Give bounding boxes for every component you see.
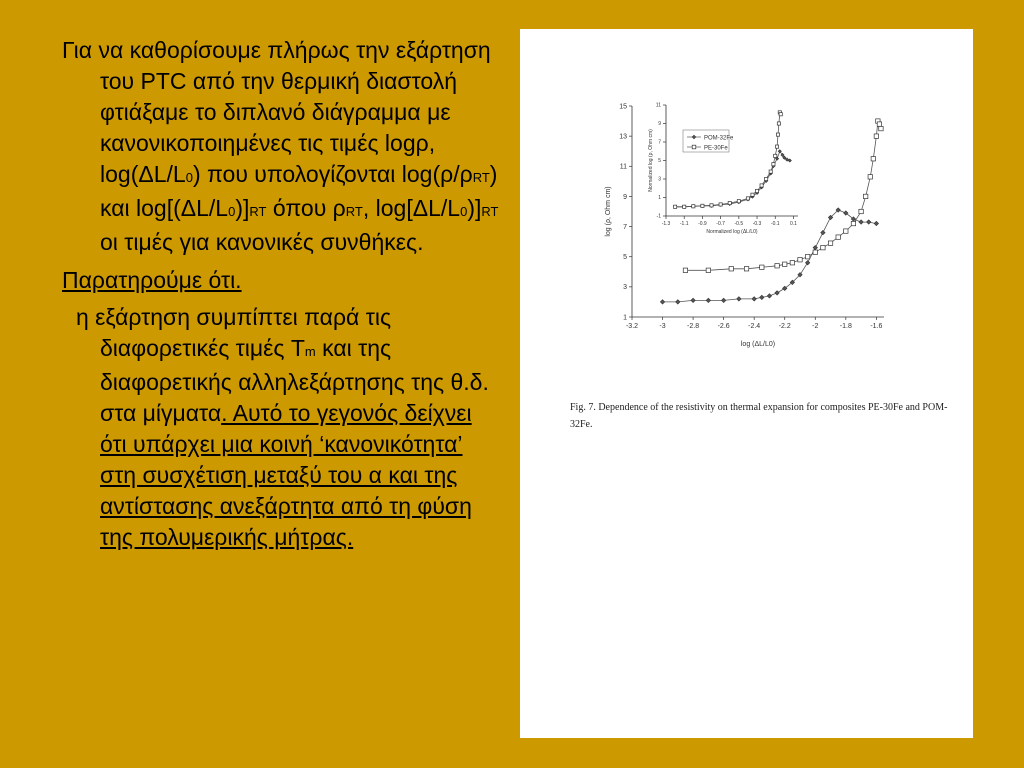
- main-data-point: [859, 209, 863, 213]
- intro-text: όπου ρ: [266, 195, 346, 221]
- main-data-point: [874, 134, 878, 138]
- main-data-point: [805, 261, 809, 265]
- main-x-tick-label: -1.6: [870, 323, 883, 330]
- slide-text: [62, 35, 502, 553]
- main-data-point: [805, 255, 809, 259]
- main-data-point: [813, 250, 817, 254]
- main-data-point: [760, 295, 764, 299]
- inset-plot: [648, 103, 798, 235]
- main-x-tick-label: -2.6: [717, 323, 730, 330]
- main-data-point: [752, 297, 756, 301]
- inset-data-point: [737, 200, 740, 203]
- main-y-tick-label: 5: [623, 254, 627, 262]
- main-data-point: [676, 300, 680, 304]
- inset-series-line: [675, 151, 790, 207]
- inset-y-tick-label: 1: [658, 195, 661, 202]
- main-data-point: [844, 229, 848, 233]
- intro-text: ) που υπολογίζονται log(ρ/ρ: [192, 161, 473, 187]
- main-data-point: [729, 267, 733, 271]
- main-x-tick-label: -3.2: [625, 323, 639, 330]
- main-data-point: [775, 264, 779, 268]
- inset-data-point: [755, 189, 758, 192]
- inset-y-tick-label: 5: [658, 158, 661, 165]
- main-x-tick-label: -2.4: [748, 323, 761, 330]
- inset-x-tick-label: -0.7: [716, 221, 725, 227]
- main-data-point: [790, 261, 794, 265]
- inset-data-point: [701, 204, 704, 207]
- inset-x-tick-label: -0.5: [734, 221, 744, 227]
- main-data-point: [744, 267, 748, 271]
- main-data-point: [836, 235, 840, 239]
- inset-x-tick-label: 0.1: [789, 221, 797, 227]
- inset-x-tick-label: -0.3: [752, 221, 762, 227]
- observation-text: και της διαφορετικής αλληλεξάρτησης της θ.δ. στα μίγματα: [100, 335, 489, 426]
- inset-y-tick-label: 9: [658, 121, 661, 128]
- main-data-point: [871, 157, 875, 161]
- main-data-point: [721, 298, 725, 302]
- inset-data-point: [777, 122, 780, 125]
- main-y-axis-title: log (ρ, Ohm cm): [605, 186, 612, 237]
- inset-x-tick-label: -0.9: [698, 221, 707, 227]
- inset-data-point: [683, 205, 686, 208]
- main-data-point: [798, 258, 802, 262]
- observation-heading: Παρατηρούμε ότι.: [62, 267, 242, 293]
- main-data-point: [683, 268, 687, 272]
- subscript: m: [304, 344, 316, 359]
- main-y-tick-label: 13: [619, 133, 627, 141]
- main-data-point: [863, 194, 867, 198]
- main-y-tick-label: 15: [619, 103, 627, 111]
- intro-text: )]: [467, 195, 482, 221]
- inset-data-point: [775, 145, 778, 148]
- intro-text: , log[ΔL/L: [362, 195, 461, 221]
- main-data-point: [879, 126, 883, 130]
- main-x-tick-label: -2.2: [778, 323, 791, 330]
- inset-data-point: [746, 197, 749, 200]
- inset-data-point: [765, 177, 768, 180]
- intro-text: ) και log[(ΔL/L: [100, 161, 498, 221]
- figure-panel: [520, 29, 973, 738]
- main-series-line: [663, 210, 877, 302]
- inset-y-tick-label: -1: [656, 213, 661, 220]
- inset-data-point: [779, 113, 782, 116]
- subscript: RT: [481, 204, 499, 219]
- main-data-point: [660, 300, 664, 304]
- subscript: 0: [460, 204, 468, 219]
- main-y-tick-label: 11: [619, 163, 627, 171]
- main-data-point: [851, 221, 855, 225]
- inset-y-tick-label: 3: [658, 176, 661, 183]
- subscript: RT: [249, 204, 267, 219]
- intro-text: οι τιμές για κανονικές συνθήκες.: [100, 229, 424, 255]
- main-data-point: [706, 268, 710, 272]
- subscript: 0: [228, 204, 236, 219]
- main-data-point: [877, 122, 881, 126]
- observation-conclusion: . Αυτό το γεγονός δείχνει ότι υπάρχει μια κοινή ‘κανονικότητα’ στη συσχέτιση μεταξύ του α και της αντίστασης ανεξάρτητα από τη φύση της πολυμερικής μήτρας.: [100, 400, 472, 550]
- subscript: 0: [185, 170, 193, 185]
- main-y-tick-label: 3: [623, 284, 627, 292]
- main-data-point: [767, 294, 771, 298]
- inset-legend-label: POM-32Fe: [704, 135, 734, 142]
- inset-data-point: [710, 204, 713, 207]
- main-data-point: [821, 245, 825, 249]
- main-data-point: [821, 230, 825, 234]
- inset-y-tick-label: 7: [658, 139, 661, 146]
- main-plot: [605, 103, 884, 348]
- intro-text: )]: [235, 195, 250, 221]
- inset-data-point: [774, 154, 777, 157]
- main-data-point: [760, 265, 764, 269]
- subscript: RT: [472, 170, 490, 185]
- main-data-point: [813, 245, 817, 249]
- main-data-point: [691, 298, 695, 302]
- main-y-tick-label: 7: [623, 223, 627, 231]
- inset-data-point: [769, 170, 772, 173]
- inset-data-point: [674, 205, 677, 208]
- main-y-tick-label: 1: [623, 314, 627, 322]
- main-data-point: [737, 297, 741, 301]
- inset-x-axis-title: Normalized log (ΔL/L0): [706, 229, 758, 235]
- inset-y-tick-label: 11: [655, 102, 661, 109]
- inset-x-tick-label: -1.1: [679, 221, 689, 227]
- main-data-point: [706, 298, 710, 302]
- main-y-tick-label: 9: [623, 193, 627, 201]
- main-x-tick-label: -2: [812, 323, 819, 330]
- inset-legend-marker: [692, 145, 696, 149]
- main-data-point: [867, 220, 871, 224]
- inset-series-line: [675, 112, 781, 206]
- inset-data-point: [772, 163, 775, 166]
- inset-data-point: [692, 205, 695, 208]
- main-x-axis-title: log (ΔL/L0): [740, 341, 776, 348]
- observation-text: η εξάρτηση συμπίπτει παρά τις διαφορετικές τιμές T: [76, 304, 392, 361]
- inset-data-point: [728, 201, 731, 204]
- resistivity-chart: [520, 29, 973, 738]
- intro-text: Για να καθορίσουμε πλήρως την εξάρτηση του PTC από την θερμική διαστολή φτιάξαμε το διπλανό διάγραμμα με κανονικοποιημένες τις τιμές logρ, log(ΔL/L: [62, 37, 491, 187]
- main-data-point: [859, 220, 863, 224]
- paragraph-observation: [62, 302, 502, 553]
- inset-x-tick-label: -0.1: [770, 221, 780, 227]
- main-data-point: [828, 241, 832, 245]
- figure-caption: Fig. 7. Dependence of the resistivity on thermal expansion for composites PE-30Fe and POM-32Fe.: [570, 402, 948, 430]
- inset-data-point: [719, 203, 722, 206]
- main-x-tick-label: -1.8: [839, 323, 852, 330]
- main-x-tick-label: -3: [659, 323, 666, 330]
- main-data-point: [783, 262, 787, 266]
- main-data-point: [874, 221, 878, 225]
- paragraph-intro: [62, 35, 502, 258]
- inset-data-point: [776, 133, 779, 136]
- inset-y-axis-title: Normalized log (ρ, Ohm cm): [648, 129, 654, 192]
- main-data-point: [868, 175, 872, 179]
- inset-x-tick-label: -1.3: [661, 221, 671, 227]
- inset-data-point: [751, 193, 754, 196]
- subscript: RT: [345, 204, 363, 219]
- main-data-point: [775, 291, 779, 295]
- inset-data-point: [760, 184, 763, 187]
- main-x-tick-label: -2.8: [687, 323, 700, 330]
- inset-legend-label: PE-30Fe: [704, 145, 728, 152]
